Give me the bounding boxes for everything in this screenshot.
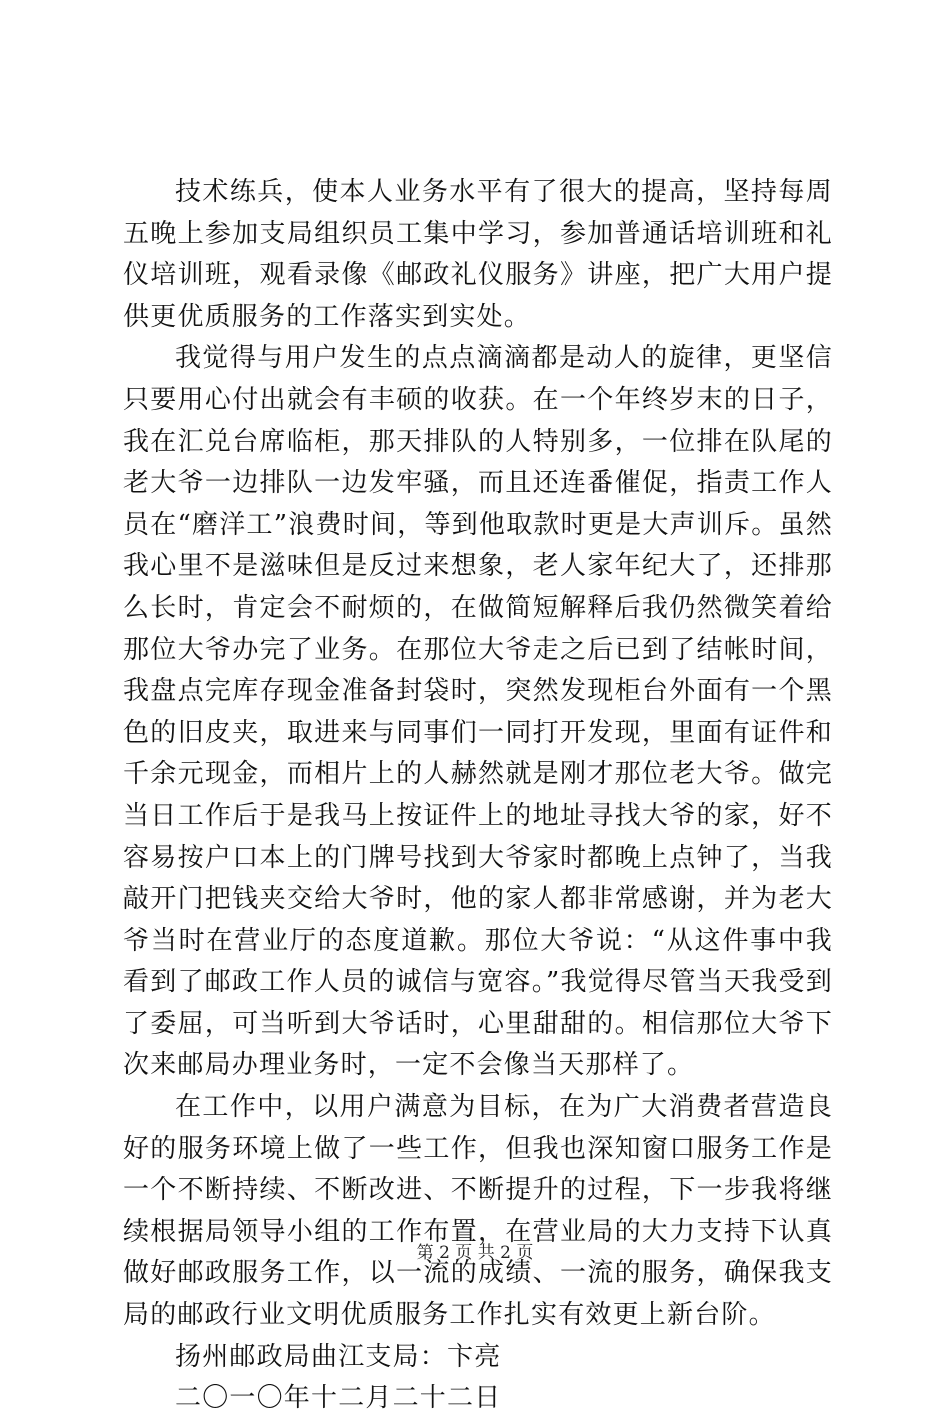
signature-line: 扬州邮政局曲江支局：卞亮: [175, 1341, 502, 1372]
page-footer: 第 2 页 共 2 页: [416, 1243, 534, 1263]
date-line: 二〇一〇年十二月二十二日: [175, 1383, 502, 1414]
paragraph-1: 技术练兵，使本人业务水平有了很大的提高，坚持每周五晚上参加支局组织员工集中学习，参加普通话培训班和礼仪培训班，观看录像《邮政礼仪服务》讲座，把广大用户提供更优质服务的工作落实到实处。: [123, 177, 833, 332]
paragraph-3: 在工作中，以用户满意为目标，在为广大消费者营造良好的服务环境上做了一些工作，但我也深知窗口服务工作是一个不断持续、不断改进、不断提升的过程，下一步我将继续根据局领导小组的工作布置，在营业局的大力支持下认真做好邮政服务工作，以一流的成绩、一流的服务，确保我支局的邮政行业文明优质服务工作扎实有效更上新台阶。: [123, 1092, 833, 1331]
document-body: [123, 172, 833, 1420]
paragraph-2: 我觉得与用户发生的点点滴滴都是动人的旋律，更坚信只要用心付出就会有丰硕的收获。在一个年终岁末的日子，我在汇兑台席临柜，那天排队的人特别多，一位排在队尾的老大爷一边排队一边发牢骚，而且还连番催促，指责工作人员在“磨洋工”浪费时间，等到他取款时更是大声训斥。虽然我心里不是滋味但是反过来想象，老人家年纪大了，还排那么长时，肯定会不耐烦的，在做简短解释后我仍然微笑着给那位大爷办完了业务。在那位大爷走之后已到了结帐时间，我盘点完库存现金准备封袋时，突然发现柜台外面有一个黑色的旧皮夹，取进来与同事们一同打开发现，里面有证件和千余元现金，而相片上的人赫然就是刚才那位老大爷。做完当日工作后于是我马上按证件上的地址寻找大爷的家，好不容易按户口本上的门牌号找到大爷家时都晚上点钟了，当我敲开门把钱夹交给大爷时，他的家人都非常感谢，并为老大爷当时在营业厅的态度道歉。那位大爷说：“从这件事中我看到了邮政工作人员的诚信与宽容。”我觉得尽管当天我受到了委屈，可当听到大爷话时，心里甜甜的。相信那位大爷下次来邮局办理业务时，一定不会像当天那样了。: [123, 343, 833, 1081]
